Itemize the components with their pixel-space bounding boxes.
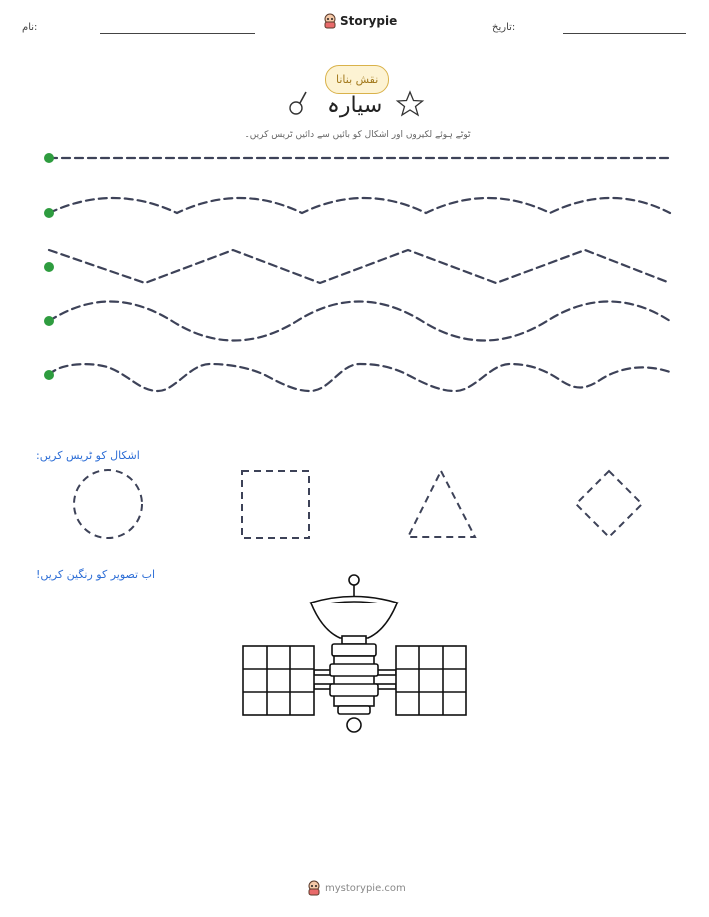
storypie-logo-icon <box>307 880 321 896</box>
arm-right <box>376 670 396 675</box>
name-label: نام: <box>22 22 38 33</box>
footer <box>307 880 406 896</box>
activity-badge: نقش بنانا <box>325 65 389 94</box>
instruction-text: ٹوٹے ہوئے لکیروں اور اشکال کو بائیں سے دائیں ٹریس کریں۔ <box>244 130 471 140</box>
antenna-tip <box>349 575 359 585</box>
color-section-label: اب تصویر کو رنگین کریں! <box>36 568 156 581</box>
arm-right <box>376 684 396 689</box>
brand-name: Storypie <box>340 14 398 28</box>
footer-url[interactable]: mystorypie.com <box>325 882 406 894</box>
date-label: تاریخ: <box>492 22 516 33</box>
satellite-bottom-orb <box>347 718 361 732</box>
shapes-section-label: اشکال کو ٹریس کریں: <box>36 449 140 462</box>
solar-panel-right <box>396 646 466 715</box>
satellite-body <box>332 644 376 656</box>
solar-panel-left <box>243 646 314 715</box>
page-title: سیارہ <box>327 93 383 118</box>
